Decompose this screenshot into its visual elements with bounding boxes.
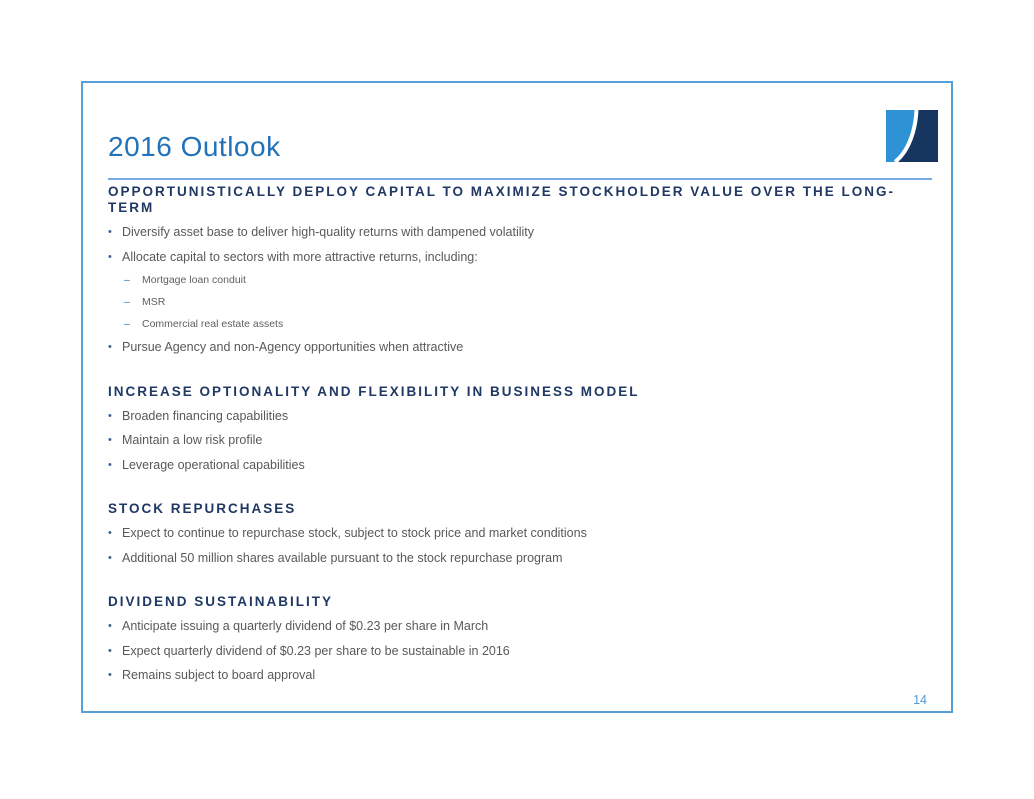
bullet-icon [108, 546, 122, 571]
section-heading: DIVIDEND SUSTAINABILITY [108, 594, 334, 609]
sub-bullet-text: MSR [142, 296, 166, 308]
dash-icon [124, 291, 142, 313]
slide-content [108, 83, 932, 688]
bullet-row [108, 546, 932, 571]
sub-bullet-item [124, 269, 932, 291]
dash-icon [124, 269, 142, 291]
bullet-item [108, 639, 932, 664]
bullet-text: Maintain a low risk profile [122, 433, 263, 447]
bullet-row [108, 614, 932, 639]
bullet-row [108, 521, 932, 546]
bullet-item [108, 404, 932, 429]
dash-icon [124, 313, 142, 335]
sub-bullet-item [124, 313, 932, 335]
section-stock-repurchases [108, 501, 932, 570]
slide-title: 2016 Outlook [108, 131, 281, 162]
section-heading: STOCK REPURCHASES [108, 501, 297, 516]
bullet-icon [108, 663, 122, 688]
bullet-icon [108, 453, 122, 478]
bullet-icon [108, 614, 122, 639]
bullet-item [108, 614, 932, 639]
title-divider [108, 178, 932, 180]
bullet-item [108, 521, 932, 546]
bullet-text: Broaden financing capabilities [122, 408, 289, 423]
bullet-text: Remains subject to board approval [122, 668, 316, 682]
section-dividend-sustainability [108, 594, 932, 688]
bullet-row [108, 663, 932, 688]
bullet-icon [108, 639, 122, 664]
bullet-list [108, 220, 932, 360]
bullet-item [108, 453, 932, 478]
bullet-text: Anticipate issuing a quarterly dividend of $0.23 per share in March [122, 619, 489, 633]
section-heading: OPPORTUNISTICALLY DEPLOY CAPITAL TO MAXIMIZE STOCKHOLDER VALUE OVER THE LONG-TERM [108, 184, 896, 215]
slide-frame [81, 81, 953, 713]
bullet-row [108, 428, 932, 453]
sub-bullet-item [124, 291, 932, 313]
bullet-icon [108, 335, 122, 360]
section-deploy-capital [108, 184, 932, 360]
bullet-text: Diversify asset base to deliver high-quality returns with dampened volatility [122, 225, 534, 239]
bullet-row [108, 639, 932, 664]
section-heading: INCREASE OPTIONALITY AND FLEXIBILITY IN BUSINESS MODEL [108, 383, 640, 399]
bullet-text: Expect quarterly dividend of $0.23 per share to be sustainable in 2016 [122, 643, 510, 658]
sub-bullet-text: Commercial real estate assets [142, 318, 284, 330]
bullet-text: Expect to continue to repurchase stock, subject to stock price and market conditions [122, 526, 587, 540]
bullet-icon [108, 220, 122, 245]
bullet-list [108, 521, 932, 570]
bullet-row [108, 335, 932, 360]
bullet-item [108, 663, 932, 688]
bullet-item [108, 546, 932, 571]
section-optionality [108, 384, 932, 478]
bullet-icon [108, 245, 122, 270]
sub-bullet-list [108, 269, 932, 335]
bullet-text: Additional 50 million shares available pursuant to the stock repurchase program [122, 550, 563, 565]
bullet-list [108, 404, 932, 478]
bullet-text: Leverage operational capabilities [122, 457, 305, 472]
sub-bullet-text: Mortgage loan conduit [142, 274, 246, 286]
bullet-row [108, 245, 932, 270]
bullet-icon [108, 428, 122, 453]
bullet-row [108, 220, 932, 245]
bullet-item [108, 245, 932, 336]
bullet-text: Allocate capital to sectors with more attractive returns, including: [122, 249, 478, 264]
bullet-text: Pursue Agency and non-Agency opportunities when attractive [122, 340, 464, 354]
page-number: 14 [913, 693, 927, 707]
bullet-item [108, 220, 932, 245]
bullet-item [108, 335, 932, 360]
bullet-row [108, 404, 932, 429]
bullet-icon [108, 404, 122, 429]
bullet-item [108, 428, 932, 453]
bullet-icon [108, 521, 122, 546]
bullet-row [108, 453, 932, 478]
bullet-list [108, 614, 932, 688]
